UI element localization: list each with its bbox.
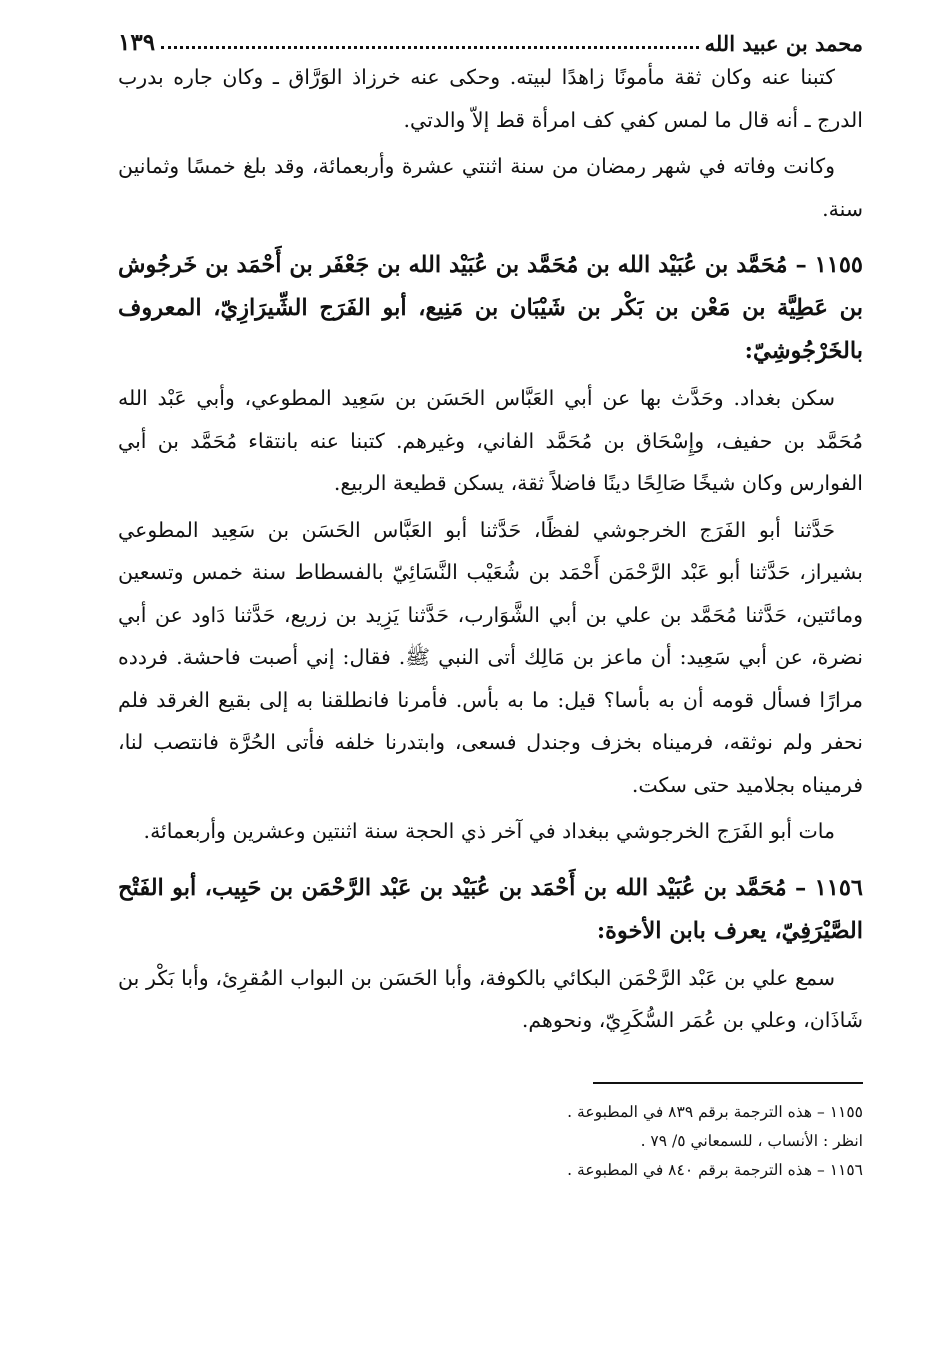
page-number: ١٣٩ <box>118 29 156 56</box>
paragraph-1: كتبنا عنه وكان ثقة مأمونًا زاهدًا لبيته. وحكى عنه خرزاذ الوَرَّاق ـ وكان جاره بدرب الدرج ـ أنه قال ما لمس كفي كف امرأة قط إلاّ والدتي. <box>118 65 863 132</box>
running-header <box>118 22 863 56</box>
entry-heading-1156: ١١٥٦ – مُحَمَّد بن عُبَيْد الله بن أَحْمَد بن عُبَيْد بن عَبْد الرَّحْمَن بن حَبِيب، أبو الفَتْح الصَّيْرَفِيّ، يعرف بابن الأخوة: <box>118 874 863 944</box>
header-leader-dots <box>161 46 699 49</box>
footnote-2: انظر : الأنساب ، للسمعاني ٥/ ٧٩ . <box>640 1131 863 1150</box>
footnote-3: ١١٥٦ – هذه الترجمة برقم ٨٤٠ في المطبوعة . <box>567 1160 863 1179</box>
header-title: محمد بن عبيد الله <box>704 31 863 56</box>
paragraph-3: سكن بغداد. وحَدَّث بها عن أبي العَبَّاس الحَسَن بن سَعِيد المطوعي، وأبي عَبْد الله مُحَمَّد بن حفيف، وإِسْحَاق بن مُحَمَّد الفاني، وغيرهم. كتبنا عنه بانتقاء مُحَمَّد بن أبي الفوارس وكان شيخًا صَالِحًا دينًا فاضلاً ثقة، يسكن قطيعة الربيع. <box>118 386 863 495</box>
paragraph-5: مات أبو الفَرَج الخرجوشي ببغداد في آخر ذي الحجة سنة اثنتين وعشرين وأربعمائة. <box>143 819 835 843</box>
paragraph-2: وكانت وفاته في شهر رمضان من سنة اثنتي عشرة وأربعمائة، وقد بلغ خمسًا وثمانين سنة. <box>118 154 863 221</box>
footnote-separator <box>593 1082 863 1084</box>
entry-heading-1155: ١١٥٥ – مُحَمَّد بن عُبَيْد الله بن مُحَمَّد بن عُبَيْد الله بن جَعْفَر بن أَحْمَد بن خَرجُوش بن عَطِيَّة بن مَعْن بن بَكْر بن شَيْبَان بن مَنِيع، أبو الفَرَج الشِّيرَازِيّ، المعروف بالخَرْجُوشِيّ: <box>118 252 863 364</box>
paragraph-6: سمع علي بن عَبْد الرَّحْمَن البكائي بالكوفة، وأبا الحَسَن بن البواب المُقرِئ، وأبا بَكْر بن شَاذَان، وعلي بن عُمَر السُّكَرِيّ، ونحوهم. <box>118 965 863 1032</box>
footnotes <box>118 1098 863 1185</box>
footnote-1: ١١٥٥ – هذه الترجمة برقم ٨٣٩ في المطبوعة . <box>567 1102 863 1121</box>
paragraph-4: حَدَّثنا أبو الفَرَج الخرجوشي لفظًا، حَدَّثنا أبو العَبَّاس الحَسَن بن سَعِيد المطوعي بشيراز، حَدَّثنا أبو عَبْد الرَّحْمَن أَحْمَد بن شُعَيْب النَّسَائِيّ بالفسطاط سنة خمس وتسعين ومائتين، حَدَّثنا مُحَمَّد بن علي بن أبي الشَّوَارب، حَدَّثنا يَزِيد بن زريع، حَدَّثنا دَاود عن أبي نضرة، عن أبي سَعِيد: أن ماعز بن مَالِك أتى النبي ﷺ. فقال: إني أصبت فاحشة. فردده مرارًا فسأل قومه أن به بأسا؟ قيل: ما به بأس. فأمرنا فانطلقنا به إلى بقيع الغرقد فلم نحفر ولم نوثقه، فرميناه بخزف وجندل فسعى، وابتدرنا خلفه فأتى الحُرَّة فانتصب لنا، فرميناه بجلاميد حتى سكت. <box>118 517 863 797</box>
